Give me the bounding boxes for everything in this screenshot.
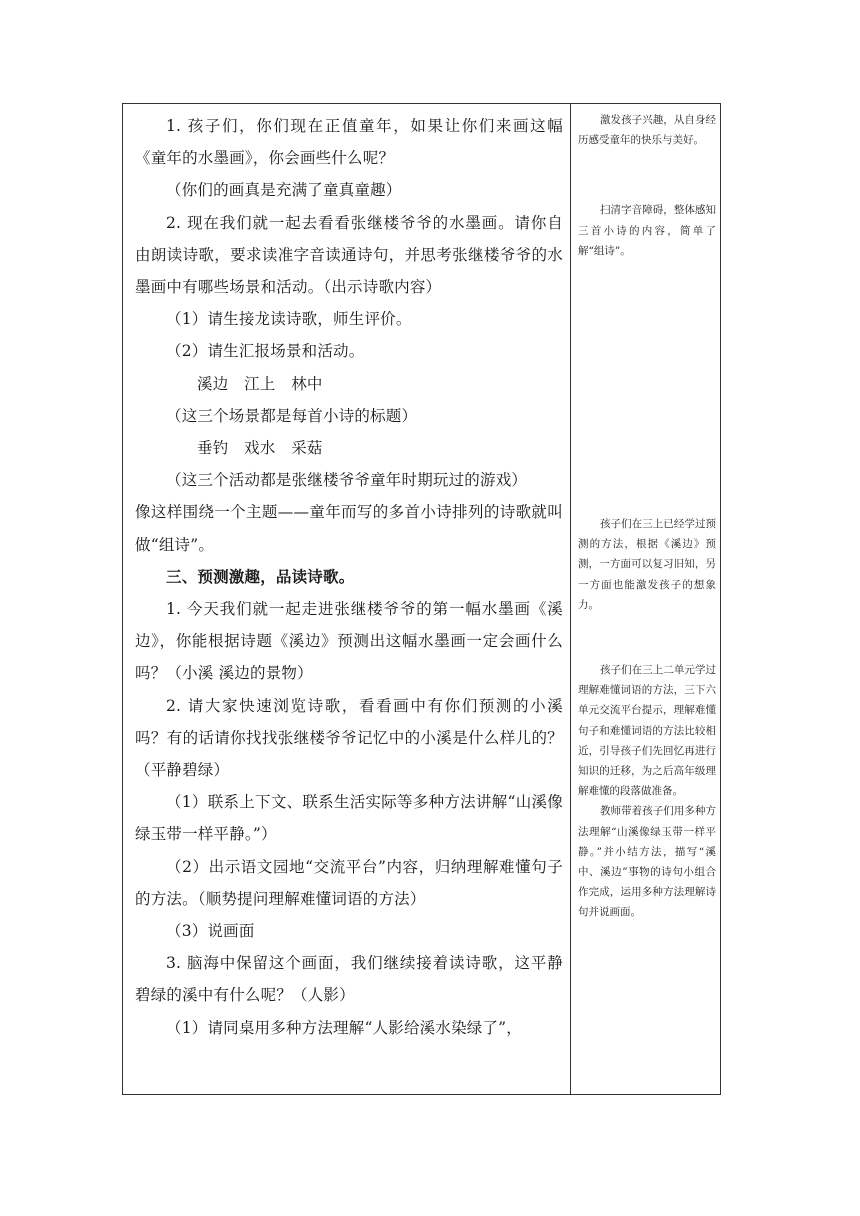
paragraph-question-1: 1. 孩子们，你们现在正值童年，如果让你们来画这幅《童年的水墨画》，你会画些什么呢？ bbox=[135, 117, 563, 168]
paragraph-deskmate: （1）请同桌用多种方法理解“人影给溪水染绿了”， bbox=[166, 1018, 523, 1037]
paragraph-question-2: 2. 现在我们就一起去看看张继楼爷爷的水墨画。请你自由朗读诗歌，要求读准字音读通诗句，并思考张继楼爷爷的水墨画中有哪些场景和活动。（出示诗歌内容） bbox=[135, 213, 563, 297]
activities-comment: （这三个活动都是张继楼爷爷童年时期玩过的游戏） bbox=[166, 471, 528, 490]
note-difficult-words: 孩子们在三上二单元学过理解难懂词语的方法，三下六单元交流平台提示，理解难懂句子和难懂词语的方法比较相近，引导孩子们先回忆再进行知识的迁移，为之后高年级理解难懂的段落做准备。 bbox=[578, 664, 716, 798]
teaching-process-column bbox=[135, 110, 563, 1044]
paragraph-predict: 1. 今天我们就一起走进张继楼爷爷的第一幅水墨画《溪边》，你能根据诗题《溪边》预测出这幅水墨画一定会画什么吗？（小溪 溪边的景物） bbox=[135, 600, 563, 683]
note-interest: 激发孩子兴趣，从自身经历感受童年的快乐与美好。 bbox=[578, 114, 716, 147]
column-divider bbox=[570, 103, 571, 1095]
paragraph-browse: 2. 请大家快速浏览诗歌，看看画中有你们预测的小溪吗？有的话请你找找张继楼爷爷记忆中的小溪是什么样儿的？（平静碧绿） bbox=[135, 696, 563, 780]
design-intent-column bbox=[578, 110, 716, 923]
note-prediction: 孩子们在三上已经学过预测的方法，根据《溪边》预测，一方面可以复习旧知，另一方面也能激发孩子的想象力。 bbox=[578, 518, 716, 611]
paragraph-explain-1: （1）联系上下文、联系生活实际等多种方法讲解“山溪像绿玉带一样平静。”） bbox=[135, 793, 563, 844]
paragraph-comment-1: （你们的画真是充满了童真童趣） bbox=[166, 181, 402, 200]
group-poem-definition: 像这样围绕一个主题——童年而写的多首小诗排列的诗歌就叫做“组诗”。 bbox=[135, 503, 563, 554]
section-heading-3: 三、预测激趣，品读诗歌。 bbox=[166, 566, 355, 586]
activities-list: 垂钓 戏水 采菇 bbox=[197, 439, 323, 458]
paragraph-step-1: （1）请生接龙读诗歌，师生评价。 bbox=[166, 310, 412, 329]
paragraph-explain-2: （2）出示语文园地“交流平台”内容，归纳理解难懂句子的方法。（顺势提问理解难懂词语的方法） bbox=[135, 857, 563, 908]
paragraph-explain-3: （3）说画面 bbox=[166, 922, 255, 941]
paragraph-continue: 3. 脑海中保留这个画面，我们继续接着读诗歌，这平静碧绿的溪中有什么呢？（人影） bbox=[135, 954, 563, 1005]
note-pronunciation: 扫清字音障碍，整体感知三首小诗的内容，简单了解“组诗”。 bbox=[578, 204, 716, 257]
note-methods: 教师带着孩子们用多种方法理解“山溪像绿玉带一样平静。”并小结方法，描写“溪中、溪边”事物的诗句小组合作完成，运用多种方法理解诗句并说画面。 bbox=[578, 805, 716, 919]
paragraph-step-2: （2）请生汇报场景和活动。 bbox=[166, 342, 365, 361]
scenes-list: 溪边 江上 林中 bbox=[197, 374, 323, 393]
scenes-comment: （这三个场景都是每首小诗的标题） bbox=[166, 406, 418, 425]
